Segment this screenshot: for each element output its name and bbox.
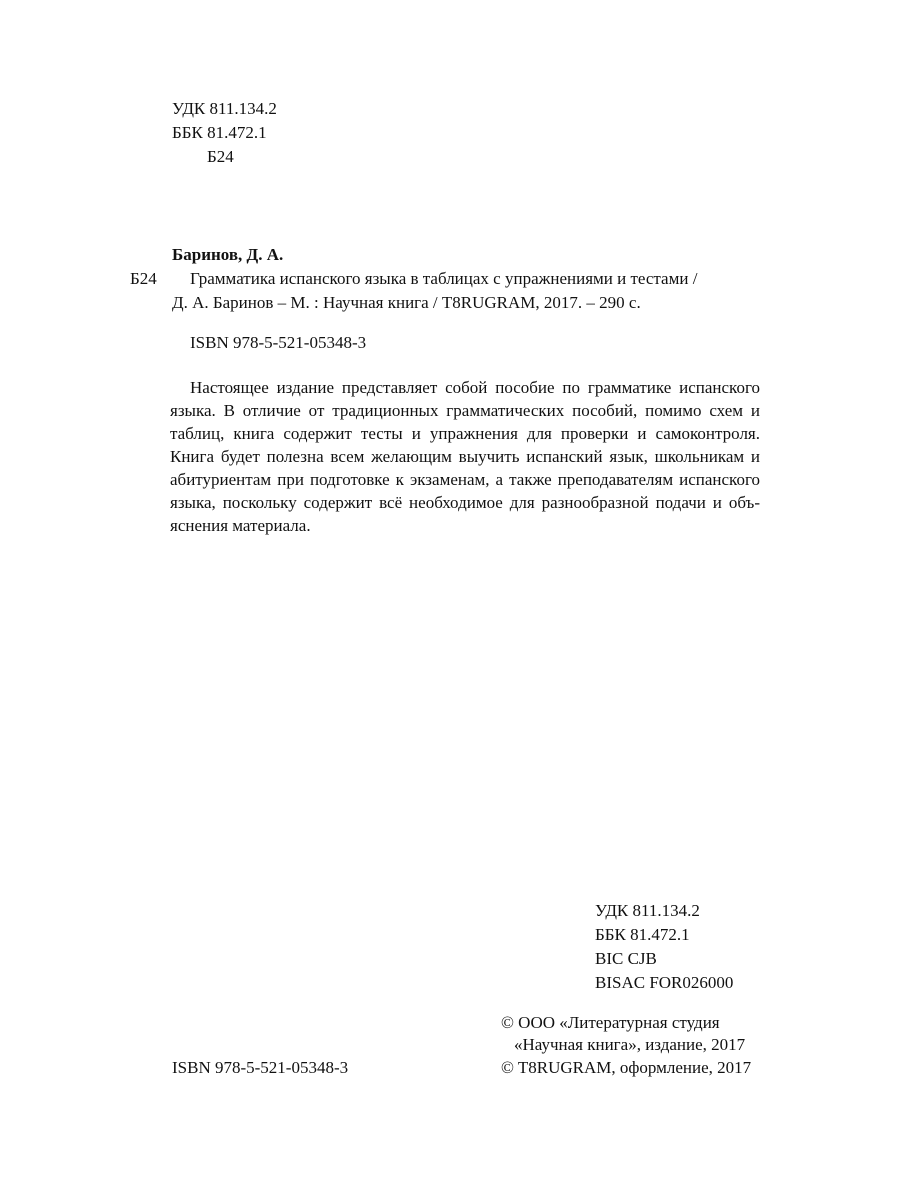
title-line-2: Д. А. Баринов – М. : Научная книга / T8RUGRAM, 2017. – 290 с. bbox=[172, 293, 641, 312]
annotation-line: Настоящее издание представляет собой пособие по грамматике испанского bbox=[190, 378, 760, 397]
copyright-line-3: © T8RUGRAM, оформление, 2017 bbox=[501, 1058, 752, 1077]
copyright-line-1: © ООО «Литературная студия bbox=[501, 1013, 720, 1032]
bottom-udk: УДК 811.134.2 bbox=[595, 901, 700, 920]
annotation-line: абитуриентам при подготовке к экзаменам, а также преподавателям испанского bbox=[170, 470, 760, 489]
footer-isbn: ISBN 978-5-521-05348-3 bbox=[172, 1058, 349, 1077]
bottom-bic: BIC CJB bbox=[595, 949, 657, 968]
annotation bbox=[170, 376, 760, 537]
top-author-mark: Б24 bbox=[207, 147, 234, 166]
top-bbk: ББК 81.472.1 bbox=[172, 123, 267, 142]
top-udk: УДК 811.134.2 bbox=[172, 99, 277, 118]
bottom-bisac: BISAC FOR026000 bbox=[595, 973, 734, 992]
annotation-line: Книга будет полезна всем желающим выучить испанский язык, школьникам и bbox=[170, 447, 760, 466]
annotation-line: таблиц, книга содержит тесты и упражнения для проверки и самоконтроля. bbox=[170, 424, 760, 443]
copyright-line-2: «Научная книга», издание, 2017 bbox=[514, 1035, 746, 1054]
annotation-line: языка. В отличие от традиционных грамматических пособий, помимо схем и bbox=[170, 401, 760, 420]
author-mark: Б24 bbox=[130, 269, 157, 288]
title-line-1: Грамматика испанского языка в таблицах с упражнениями и тестами / bbox=[190, 269, 698, 288]
isbn-record: ISBN 978-5-521-05348-3 bbox=[190, 333, 367, 352]
author-name: Баринов, Д. А. bbox=[172, 245, 284, 264]
annotation-line: языка, поскольку содержит всё необходимое для разнообразной подачи и объ- bbox=[170, 493, 760, 512]
bottom-bbk: ББК 81.472.1 bbox=[595, 925, 690, 944]
annotation-line: яснения материала. bbox=[170, 516, 311, 535]
